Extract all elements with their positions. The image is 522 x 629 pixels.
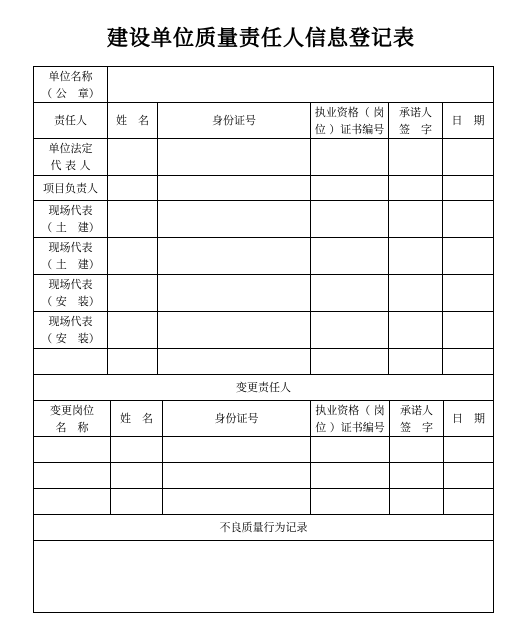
name-cell[interactable] [108,238,158,275]
date-cell[interactable] [443,349,494,375]
change-section-row [34,375,494,401]
name-cell[interactable] [108,139,158,176]
registration-form [33,66,493,613]
signature-cell[interactable] [389,238,443,275]
header-date: 日 期 [444,401,494,437]
signature-cell[interactable] [389,201,443,238]
table-row [34,201,494,238]
certificate-cell[interactable] [311,176,389,201]
name-cell[interactable] [108,349,158,375]
id-cell[interactable] [158,349,311,375]
signature-cell[interactable] [390,489,444,515]
date-cell[interactable] [443,238,494,275]
signature-cell[interactable] [389,139,443,176]
date-cell[interactable] [444,437,494,463]
unit-name-value[interactable] [108,67,494,103]
id-cell[interactable] [158,275,311,312]
position-cell[interactable] [34,437,111,463]
certificate-cell[interactable] [311,201,389,238]
id-cell[interactable] [163,463,311,489]
bad-record-area[interactable] [34,541,494,613]
certificate-cell[interactable] [311,437,390,463]
unit-name-label: 单位名称 （ 公 章） [34,67,108,103]
table-row [34,275,494,312]
table-row [34,238,494,275]
position-cell[interactable] [34,463,111,489]
id-cell[interactable] [158,312,311,349]
position-cell[interactable] [34,489,111,515]
change-header-row [34,401,494,437]
signature-cell[interactable] [389,312,443,349]
table-row [34,463,494,489]
certificate-cell[interactable] [311,489,390,515]
certificate-cell[interactable] [311,275,389,312]
id-cell[interactable] [163,437,311,463]
header-signature: 承诺人 签 字 [390,401,444,437]
unit-name-row [34,67,494,103]
bad-record-section-row [34,515,494,541]
form-title: 建设单位质量责任人信息登记表 [107,26,415,50]
date-cell[interactable] [443,275,494,312]
date-cell[interactable] [443,176,494,201]
signature-cell[interactable] [389,176,443,201]
name-cell[interactable] [111,437,163,463]
certificate-cell[interactable] [311,312,389,349]
signature-cell[interactable] [389,275,443,312]
header-name: 姓 名 [108,103,158,139]
header-responsible: 责任人 [34,103,108,139]
name-cell[interactable] [108,201,158,238]
responsible-table [33,66,494,375]
change-section-title: 变更责任人 [34,375,494,401]
certificate-cell[interactable] [311,139,389,176]
header-name: 姓 名 [111,401,163,437]
role-label: 项目负责人 [34,176,108,201]
role-label: 现场代表 （ 土 建） [34,201,108,238]
date-cell[interactable] [443,312,494,349]
name-cell[interactable] [108,312,158,349]
role-label: 现场代表 （ 安 装） [34,275,108,312]
signature-cell[interactable] [389,349,443,375]
table-row [34,312,494,349]
certificate-cell[interactable] [311,349,389,375]
bad-record-title: 不良质量行为记录 [34,515,494,541]
table-row [34,139,494,176]
header-date: 日 期 [443,103,494,139]
date-cell[interactable] [444,489,494,515]
id-cell[interactable] [158,238,311,275]
change-table [33,374,494,613]
id-cell[interactable] [158,201,311,238]
name-cell[interactable] [108,176,158,201]
table-row [34,489,494,515]
header-id-number: 身份证号 [163,401,311,437]
certificate-cell[interactable] [311,238,389,275]
table-row [34,349,494,375]
id-cell[interactable] [163,489,311,515]
role-label: 现场代表 （ 安 装） [34,312,108,349]
header-changed-position: 变更岗位 名 称 [34,401,111,437]
header-certificate-number: 执业资格（ 岗 位 ）证书编号 [311,401,390,437]
header-id-number: 身份证号 [158,103,311,139]
table-row [34,176,494,201]
role-label[interactable] [34,349,108,375]
name-cell[interactable] [108,275,158,312]
role-label: 单位法定 代 表 人 [34,139,108,176]
date-cell[interactable] [443,201,494,238]
role-label: 现场代表 （ 土 建） [34,238,108,275]
id-cell[interactable] [158,139,311,176]
header-signature: 承诺人 签 字 [389,103,443,139]
responsible-header-row [34,103,494,139]
name-cell[interactable] [111,463,163,489]
date-cell[interactable] [443,139,494,176]
header-certificate-number: 执业资格（ 岗 位 ）证书编号 [311,103,389,139]
name-cell[interactable] [111,489,163,515]
signature-cell[interactable] [390,463,444,489]
date-cell[interactable] [444,463,494,489]
table-row [34,437,494,463]
signature-cell[interactable] [390,437,444,463]
id-cell[interactable] [158,176,311,201]
bad-record-row [34,541,494,613]
certificate-cell[interactable] [311,463,390,489]
